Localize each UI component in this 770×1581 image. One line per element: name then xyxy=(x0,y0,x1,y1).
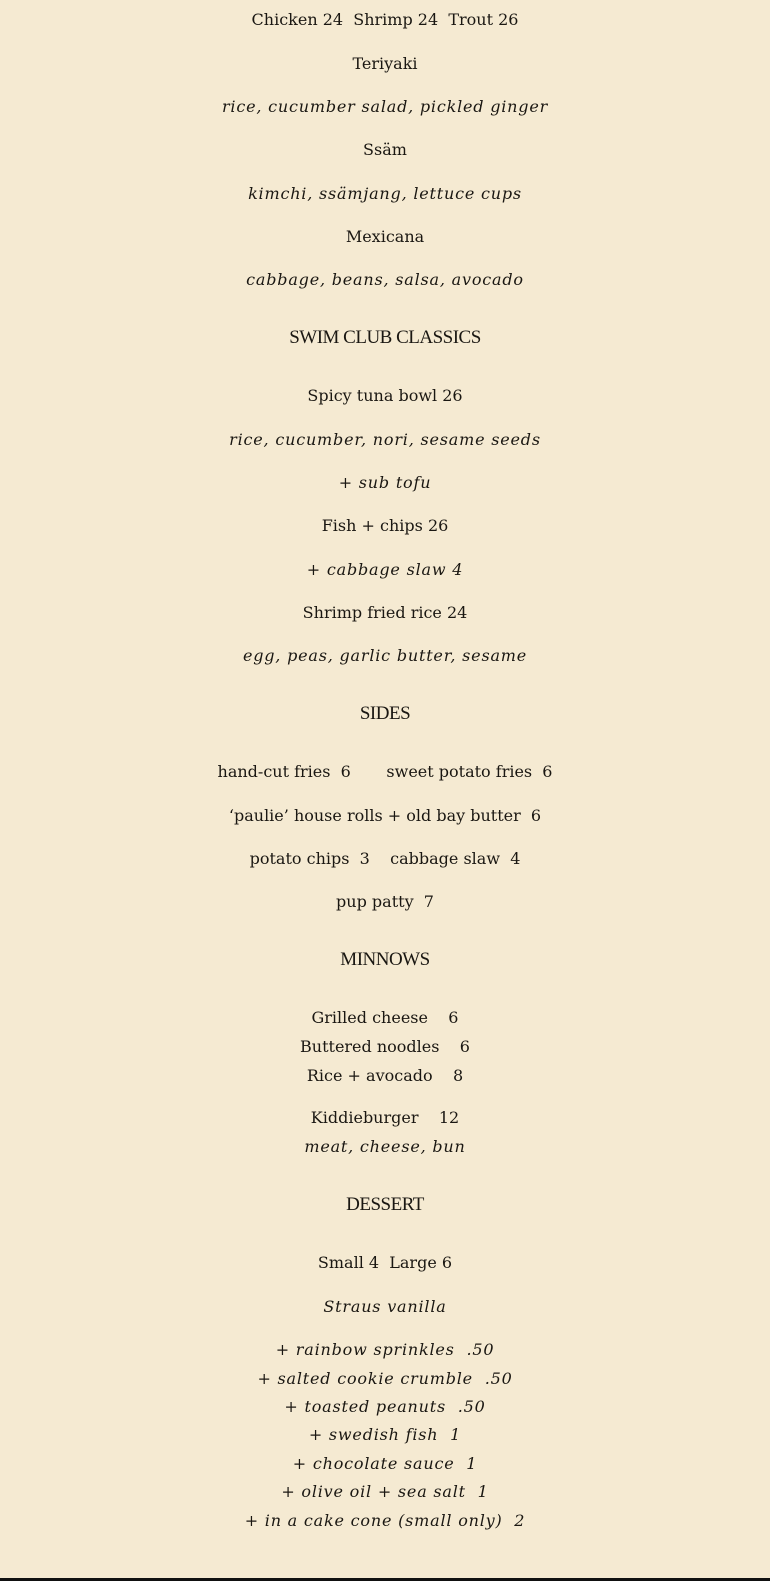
kids-item: Kiddieburger 12 xyxy=(310,1108,460,1127)
dessert-topping: + chocolate sauce 1 xyxy=(292,1454,478,1473)
dessert-base: Straus vanilla xyxy=(323,1297,447,1316)
menu-item-name: Ssäm xyxy=(363,140,407,159)
menu-item-name: Spicy tuna bowl 26 xyxy=(307,386,463,405)
side-item: hand-cut fries 6 sweet potato fries 6 xyxy=(217,762,553,781)
dessert-topping: + salted cookie crumble .50 xyxy=(257,1369,513,1388)
menu-item-name: Fish + chips 26 xyxy=(321,516,449,535)
side-item: ‘paulie’ house rolls + old bay butter 6 xyxy=(228,806,542,825)
dessert-topping: + toasted peanuts .50 xyxy=(284,1397,486,1416)
menu-item-name: Teriyaki xyxy=(352,54,418,73)
section-heading-classics: SWIM CLUB CLASSICS xyxy=(289,327,481,348)
bowl-proteins: Chicken 24 Shrimp 24 Trout 26 xyxy=(251,10,519,29)
dessert-sizes: Small 4 Large 6 xyxy=(317,1253,453,1272)
menu-item-description: cabbage, beans, salsa, avocado xyxy=(246,270,524,289)
menu-item-description: rice, cucumber, nori, sesame seeds xyxy=(229,430,541,449)
menu-item-description: egg, peas, garlic butter, sesame xyxy=(242,646,528,665)
dessert-topping: + rainbow sprinkles .50 xyxy=(275,1340,495,1359)
menu-item-addon: + cabbage slaw 4 xyxy=(306,560,464,579)
kids-item: Grilled cheese 6 xyxy=(311,1008,459,1027)
menu-item-addon: + sub tofu xyxy=(338,473,432,492)
side-item: pup patty 7 xyxy=(336,892,434,911)
dessert-topping: + in a cake cone (small only) 2 xyxy=(244,1511,526,1530)
section-heading-minnows: MINNOWS xyxy=(340,949,430,970)
kids-item: Rice + avocado 8 xyxy=(306,1066,464,1085)
dessert-topping: + swedish fish 1 xyxy=(308,1425,462,1444)
side-item: potato chips 3 cabbage slaw 4 xyxy=(249,849,521,868)
menu-item-name: Mexicana xyxy=(345,227,425,246)
section-heading-dessert: DESSERT xyxy=(346,1194,424,1215)
dessert-topping: + olive oil + sea salt 1 xyxy=(281,1482,489,1501)
menu-item-name: Shrimp fried rice 24 xyxy=(302,603,468,622)
kids-item-description: meat, cheese, bun xyxy=(304,1137,466,1156)
menu-item-description: kimchi, ssämjang, lettuce cups xyxy=(248,184,522,203)
kids-item: Buttered noodles 6 xyxy=(300,1037,470,1056)
section-heading-sides: SIDES xyxy=(359,703,411,724)
menu-item-description: rice, cucumber salad, pickled ginger xyxy=(221,97,549,116)
